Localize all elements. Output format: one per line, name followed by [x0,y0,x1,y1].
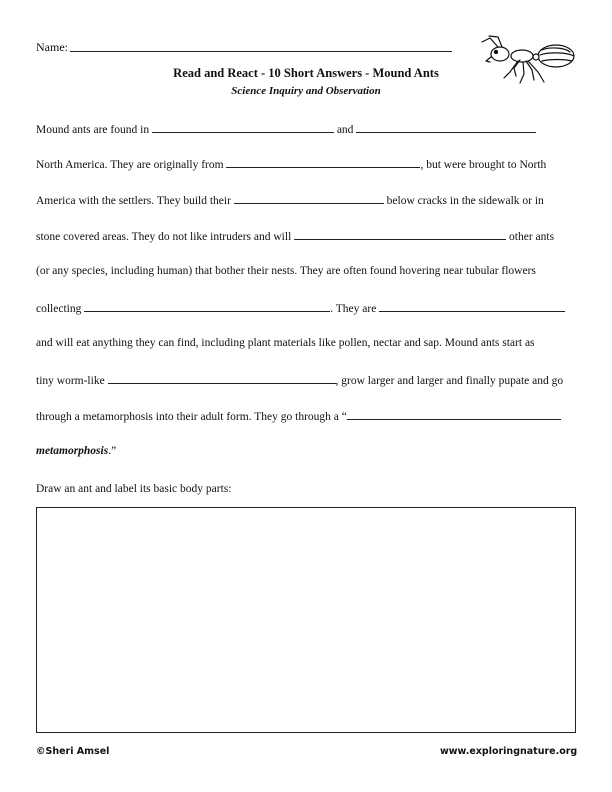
drawing-area-box[interactable] [36,507,576,733]
answer-blank-3[interactable] [226,157,420,168]
line-6-text-b: . They are [330,303,380,315]
text-line-10 [36,445,596,457]
metamorphosis-word: metamorphosis [36,445,109,457]
line-5-text: (or any species, including human) that bother their nests. They are often found hovering near tubular flowers [36,265,536,277]
answer-blank-7[interactable] [379,301,565,312]
line-8-text-a: tiny worm-like [36,375,108,387]
text-line-8 [36,373,596,387]
line-3-text-a: America with the settlers. They build their [36,195,234,207]
answer-blank-9[interactable] [347,409,561,420]
text-line-9 [36,409,596,423]
text-line-2 [36,157,596,171]
website-link[interactable]: www.exploringnature.org [440,746,578,757]
text-line-1 [36,122,596,136]
line-10-text-b: .” [108,445,117,457]
line-3-text-b: below cracks in the sidewalk or in [383,195,544,207]
line-1-text-a: Mound ants are found in [36,124,152,136]
line-2-text-a: North America. They are originally from [36,159,227,171]
text-line-4 [36,229,596,243]
line-7-text: and will eat anything they can find, including plant materials like pollen, nectar and sap. Mound ants start as [36,337,535,349]
text-line-6 [36,301,596,315]
text-line-7 [36,337,596,349]
copyright-text: ©Sheri Amsel [36,746,110,757]
line-4-text-a: stone covered areas. They do not like intruders and will [36,231,295,243]
text-line-5 [36,265,596,277]
answer-blank-6[interactable] [84,301,330,312]
line-8-text-b: , grow larger and larger and finally pupate and go [335,375,564,387]
text-line-3 [36,193,596,207]
answer-blank-2[interactable] [356,122,536,133]
line-2-text-b: , but were brought to North [420,159,547,171]
worksheet-subtitle: Science Inquiry and Observation [231,85,381,97]
line-4-text-b: other ants [506,231,555,243]
answer-blank-1[interactable] [152,122,334,133]
worksheet-title: Read and React - 10 Short Answers - Mound Ants [173,66,439,80]
line-9-text: through a metamorphosis into their adult form. They go through a “ [36,411,347,423]
answer-blank-5[interactable] [294,229,506,240]
name-label: Name: [36,40,68,54]
name-blank-line[interactable] [70,51,452,52]
answer-blank-8[interactable] [108,373,336,384]
answer-blank-4[interactable] [234,193,384,204]
drawing-prompt: Draw an ant and label its basic body parts: [36,483,232,495]
line-1-text-b: and [333,124,357,136]
line-6-text-a: collecting [36,303,85,315]
